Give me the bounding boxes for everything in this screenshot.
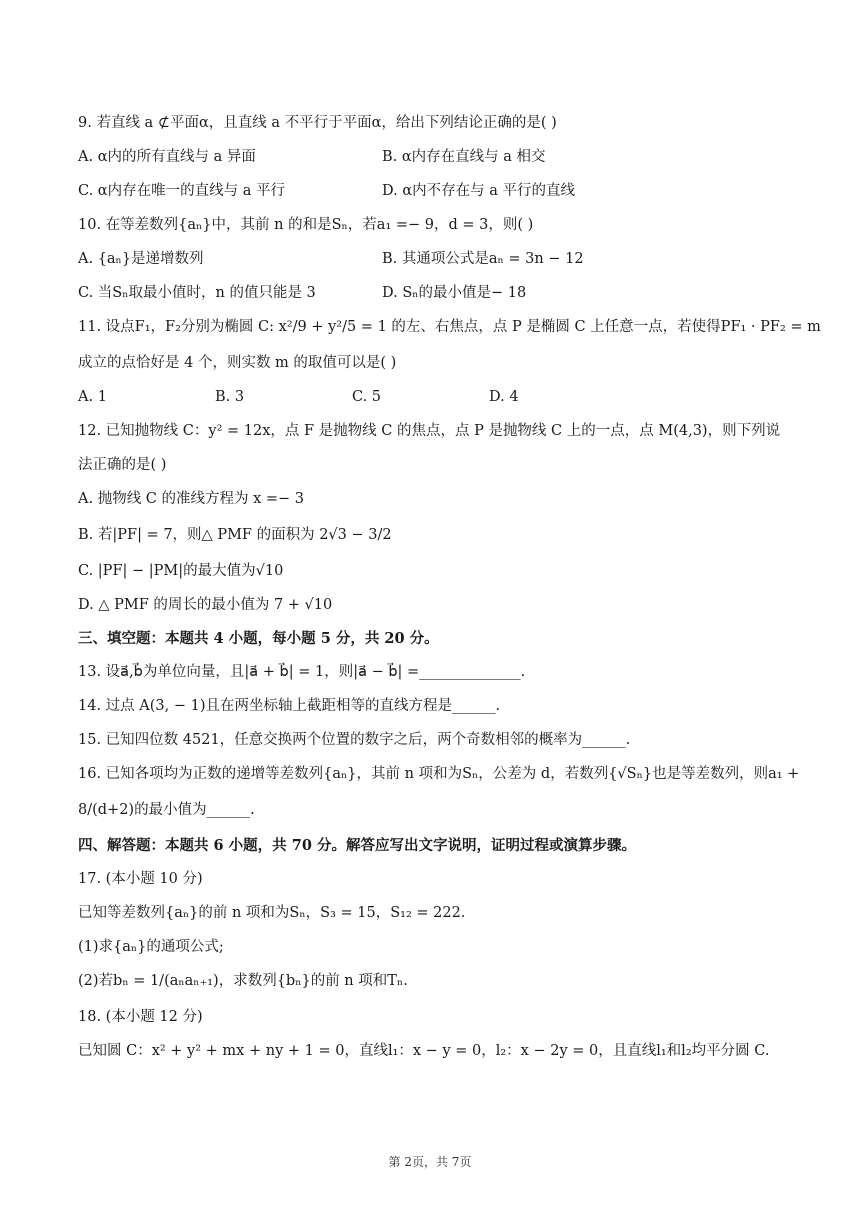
q9-stem: 9. 若直线 a ⊄平面α，且直线 a 不平行于平面α，给出下列结论正确的是( ) [78,115,557,131]
q11-stem-line2: 成立的点恰好是 4 个，则实数 m 的取值可以是( ) [78,355,397,371]
q12-stem-line2: 法正确的是( ) [78,457,167,473]
q10-option-a: A. {aₙ}是递增数列 [78,251,204,267]
q10-stem: 10. 在等差数列{aₙ}中，其前 n 的和是Sₙ，若a₁ =− 9，d = 3，则( ) [78,217,534,233]
q14: 14. 过点 A(3, − 1)且在两坐标轴上截距相等的直线方程是______. [78,698,501,714]
q9-option-b: B. α内存在直线与 a 相交 [382,149,546,165]
q16-line1: 16. 已知各项均为正数的递增等差数列{aₙ}，其前 n 项和为Sₙ，公差为 d，若数列{√Sₙ}也是等差数列，则a₁ + [78,766,800,782]
q18-title: 18. (本小题 12 分) [78,1009,203,1025]
q17-stem: 已知等差数列{aₙ}的前 n 项和为Sₙ，S₃ = 15，S₁₂ = 222. [78,905,466,921]
q9-option-d: D. α内不存在与 a 平行的直线 [382,183,575,199]
q15: 15. 已知四位数 4521，任意交换两个位置的数字之后，两个奇数相邻的概率为______. [78,732,631,748]
q11-stem-line1: 11. 设点F₁，F₂分别为椭圆 C: x²/9 + y²/5 = 1 的左、右焦点，点 P 是椭圆 C 上任意一点，若使得PF₁ · PF₂ = m [78,319,821,335]
q16-line2: 8/(d+2)的最小值为______. [78,802,255,818]
q11-option-d: D. 4 [489,389,519,405]
q17-part2: (2)若bₙ = 1/(aₙaₙ₊₁)，求数列{bₙ}的前 n 项和Tₙ. [78,973,408,989]
page-footer: 第 2页，共 7页 [388,1155,472,1169]
q10-option-b: B. 其通项公式是aₙ = 3n − 12 [382,251,584,267]
page-content [78,112,821,1074]
q11-option-c: C. 5 [352,389,382,405]
q18-stem: 已知圆 C：x² + y² + mx + ny + 1 = 0，直线l₁：x − y = 0，l₂：x − 2y = 0，且直线l₁和l₂均平分圆 C. [78,1043,770,1059]
q13: 13. 设a⃗,b⃗为单位向量，且|a⃗ + b⃗| = 1，则|a⃗ − b⃗| =______________. [78,664,526,680]
q9-option-c: C. α内存在唯一的直线与 a 平行 [78,183,285,199]
q10-options-row2 [78,282,788,316]
q11-option-a: A. 1 [78,389,107,405]
q10-option-c: C. 当Sₙ取最小值时，n 的值只能是 3 [78,285,316,301]
q12-option-c: C. |PF| − |PM|的最大值为√10 [78,563,284,579]
q9-option-a: A. α内的所有直线与 a 异面 [78,149,256,165]
section3-heading: 三、填空题：本题共 4 小题，每小题 5 分，共 20 分。 [78,630,439,647]
q12-stem-line1: 12. 已知抛物线 C：y² = 12x，点 F 是抛物线 C 的焦点，点 P 是抛物线 C 上的一点，点 M(4,3)，则下列说 [78,423,781,439]
q17-part1: (1)求{aₙ}的通项公式; [78,939,224,955]
q11-options-row [78,386,788,420]
q9-options-row1 [78,146,788,180]
q9-options-row2 [78,180,788,214]
q12-option-a: A. 抛物线 C 的准线方程为 x =− 3 [78,491,305,507]
q10-options-row1 [78,248,788,282]
q17-title: 17. (本小题 10 分) [78,871,203,887]
q12-option-b: B. 若|PF| = 7，则△ PMF 的面积为 2√3 − 3/2 [78,527,392,543]
q10-option-d: D. Sₙ的最小值是− 18 [382,285,527,301]
q12-option-d: D. △ PMF 的周长的最小值为 7 + √10 [78,597,333,613]
q11-option-b: B. 3 [215,389,245,405]
section4-heading: 四、解答题：本题共 6 小题，共 70 分。解答应写出文字说明，证明过程或演算步骤。 [78,837,636,854]
